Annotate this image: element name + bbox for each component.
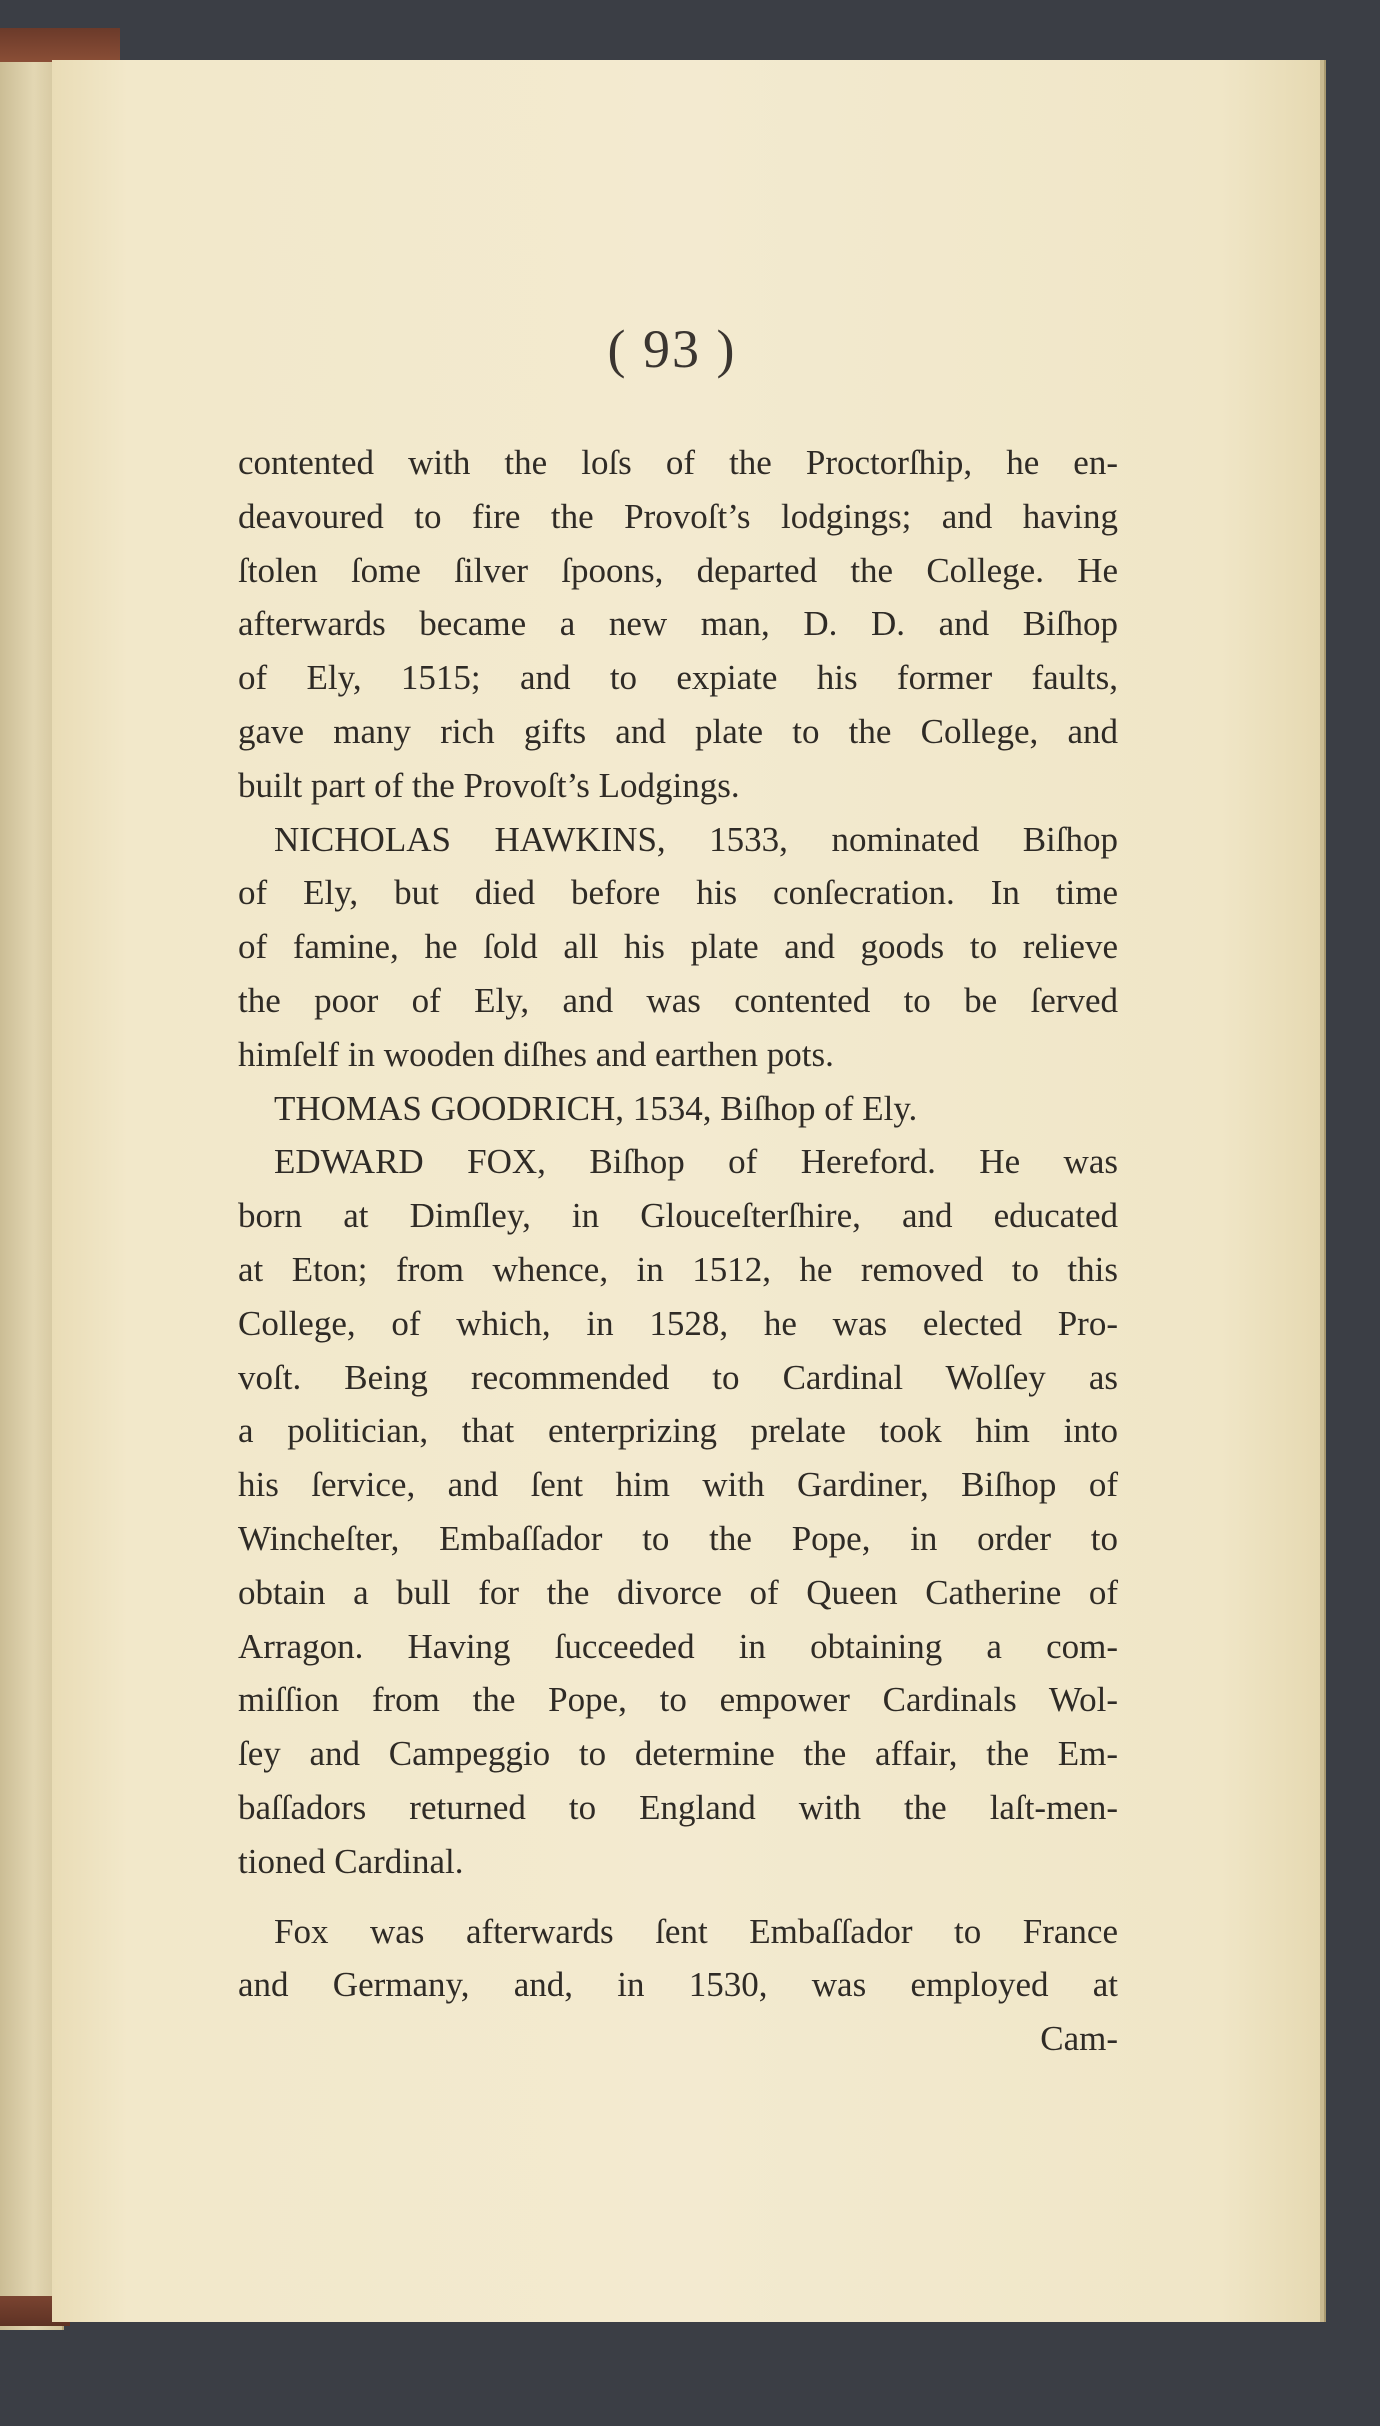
text-line: born at Dimſley, in Glouceſterſhire, and educated [238,1196,1118,1236]
paragraph-gap [238,1889,1118,1905]
text-line: miſſion from the Pope, to empower Cardinals Wol- [238,1680,1118,1720]
text-line: afterwards became a new man, D. D. and Biſhop [238,604,1118,644]
text-line: of famine, he ſold all his plate and goods to relieve [238,927,1118,967]
text-line: tioned Cardinal. [238,1841,464,1881]
page-number: ( 93 ) [607,319,737,379]
text-line: himſelf in wooden diſhes and earthen pots. [238,1034,834,1074]
text-line: ſtolen ſome ſilver ſpoons, departed the College. He [238,550,1118,590]
text-line: his ſervice, and ſent him with Gardiner, Biſhop of [238,1465,1118,1505]
text-line: baſſadors returned to England with the laſt-men- [238,1787,1118,1827]
text-line: of Ely, but died before his conſecration. In time [238,873,1118,913]
binding-top [0,28,120,62]
text-line: deavoured to fire the Provoſt’s lodgings; and having [238,496,1118,536]
text-line: contented with the loſs of the Proctorſhip, he en- [238,443,1118,482]
text-line: built part of the Provoſt’s Lodgings. [238,765,740,805]
text-line: Wincheſter, Embaſſador to the Pope, in order to [238,1518,1118,1558]
text-line: Fox was afterwards ſent Embaſſador to France [274,1911,1118,1951]
text-line: Arragon. Having ſucceeded in obtaining a com- [238,1626,1118,1666]
text-line: THOMAS GOODRICH, 1534, Biſhop of Ely. [274,1088,918,1128]
book-page [52,60,1324,2322]
text-line: College, of which, in 1528, he was elected Pro- [238,1303,1118,1343]
text-line: gave many rich gifts and plate to the College, and [238,711,1118,751]
text-line: NICHOLAS HAWKINS, 1533, nominated Biſhop [274,819,1118,859]
text-line: the poor of Ely, and was contented to be ſerved [238,980,1118,1020]
text-line: voſt. Being recommended to Cardinal Wolſey as [238,1357,1118,1397]
text-line: and Germany, and, in 1530, was employed at [238,1965,1118,2005]
text-line: a politician, that enterprizing prelate took him into [238,1411,1118,1451]
page-text [238,436,1118,2066]
text-line: of Ely, 1515; and to expiate his former faults, [238,658,1118,698]
catchword: Cam- [1040,2019,1118,2059]
text-line: obtain a bull for the divorce of Queen Catherine of [238,1572,1118,1612]
text-line: EDWARD FOX, Biſhop of Hereford. He was [274,1142,1118,1182]
text-line: at Eton; from whence, in 1512, he removed to this [238,1249,1118,1289]
text-line: ſey and Campeggio to determine the affair, the Em- [238,1734,1118,1774]
